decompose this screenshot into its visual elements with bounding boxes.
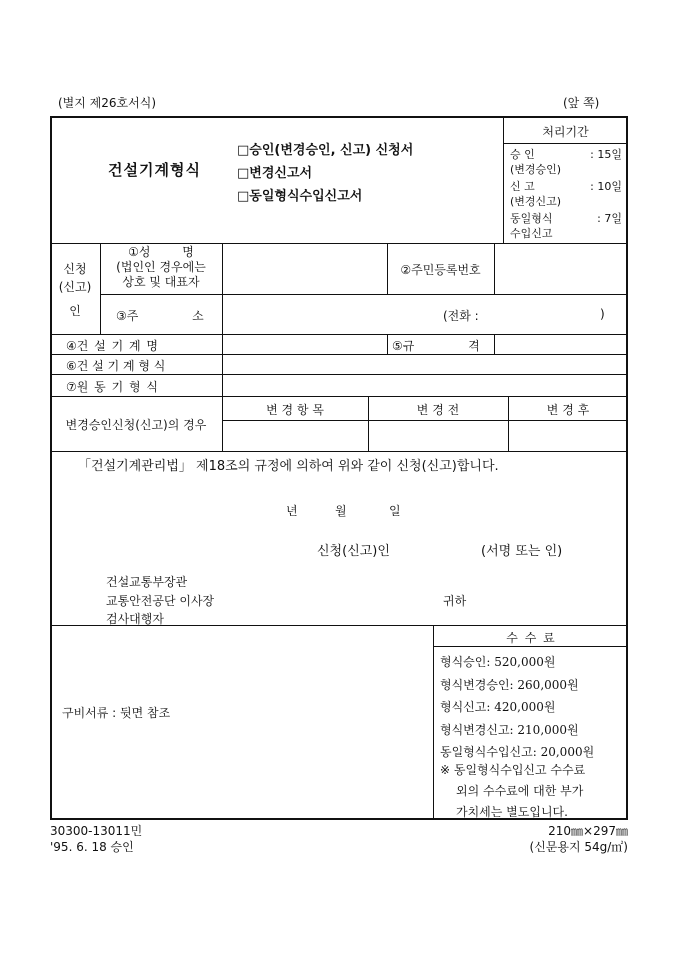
form-number: (별지 제26호서식) <box>58 96 156 110</box>
address-label: ③주 소 <box>116 309 204 323</box>
fee-import-report: 동일형식수입신고: 20,000원 <box>440 745 595 759</box>
applicant-group-label: 신청 (신고) 인 <box>58 262 92 318</box>
processing-report-sub: (변경신고) <box>510 195 562 208</box>
processing-approval: 승 인 : 15일 <box>510 148 622 161</box>
recipient-safety-authority: 교통안전공단 이사장 <box>106 594 215 608</box>
processing-report: 신 고 : 10일 <box>510 180 622 193</box>
resident-number-label: ②주민등록번호 <box>400 263 481 277</box>
date-year: 년 <box>286 504 298 518</box>
option-approval: □승인(변경승인, 신고) 신청서 <box>237 143 414 158</box>
page-side: (앞 쪽) <box>563 96 600 110</box>
recipient-inspection-agent: 검사대행자 <box>106 612 164 626</box>
change-col-after: 변 경 후 <box>546 403 590 417</box>
processing-import-sub: 수입신고 <box>510 227 553 240</box>
date-month: 월 <box>335 504 347 518</box>
processing-import: 동일형식 : 7일 <box>510 212 622 225</box>
phone-label: (전화 : <box>443 309 479 323</box>
option-change-report: □변경신고서 <box>237 166 313 181</box>
fee-note: ※ 동일형식수입신고 수수료 외의 수수료에 대한 부가 가치세는 별도입니다. <box>440 763 586 819</box>
sign-label: (서명 또는 인) <box>481 544 563 559</box>
machine-type-label: ⑥건 설 기 계 형 식 <box>66 359 166 373</box>
option-import-report: □동일형식수입신고서 <box>237 189 363 204</box>
machine-name-label: ④건 설 기 계 명 <box>66 339 158 353</box>
required-documents: 구비서류 : 뒷면 참조 <box>62 706 171 720</box>
processing-approval-sub: (변경승인) <box>510 163 562 176</box>
fee-change-report: 형식변경신고: 210,000원 <box>440 722 579 737</box>
date-day: 일 <box>389 504 401 518</box>
fee-report: 형식신고: 420,000원 <box>440 700 556 714</box>
change-col-before: 변 경 전 <box>416 403 460 417</box>
honorific: 귀하 <box>443 594 467 608</box>
fee-list <box>440 651 594 764</box>
phone-close: ) <box>600 307 605 321</box>
change-col-item: 변 경 항 목 <box>266 403 324 417</box>
paper-type: (신문용지 54g/㎡) <box>529 840 628 854</box>
name-label: ①성 명 (법인인 경우에는 상호 및 대표자 <box>116 245 206 289</box>
change-label: 변경승인신청(신고)의 경우 <box>65 418 207 432</box>
fee-title: 수 수 료 <box>506 631 555 645</box>
paper-size: 210㎜×297㎜ <box>548 824 628 838</box>
form-title: 건설기계형식 <box>108 161 201 179</box>
spec-label: ⑤규 격 <box>392 339 480 353</box>
recipient-minister: 건설교통부장관 <box>106 575 188 589</box>
approval-date: '95. 6. 18 승인 <box>50 840 134 854</box>
engine-type-label: ⑦원 동 기 형 식 <box>66 380 158 394</box>
processing-label: 처리기간 <box>542 125 589 139</box>
signer-label: 신청(신고)인 <box>317 544 390 559</box>
statement-text: 「건설기계관리법」 제18조의 규정에 의하여 위와 같이 신청(신고)합니다. <box>78 459 499 474</box>
fee-change-approval: 형식변경승인: 260,000원 <box>440 677 579 692</box>
form-code: 30300-13011민 <box>50 824 143 838</box>
fee-approval: 형식승인: 520,000원 <box>440 655 556 669</box>
